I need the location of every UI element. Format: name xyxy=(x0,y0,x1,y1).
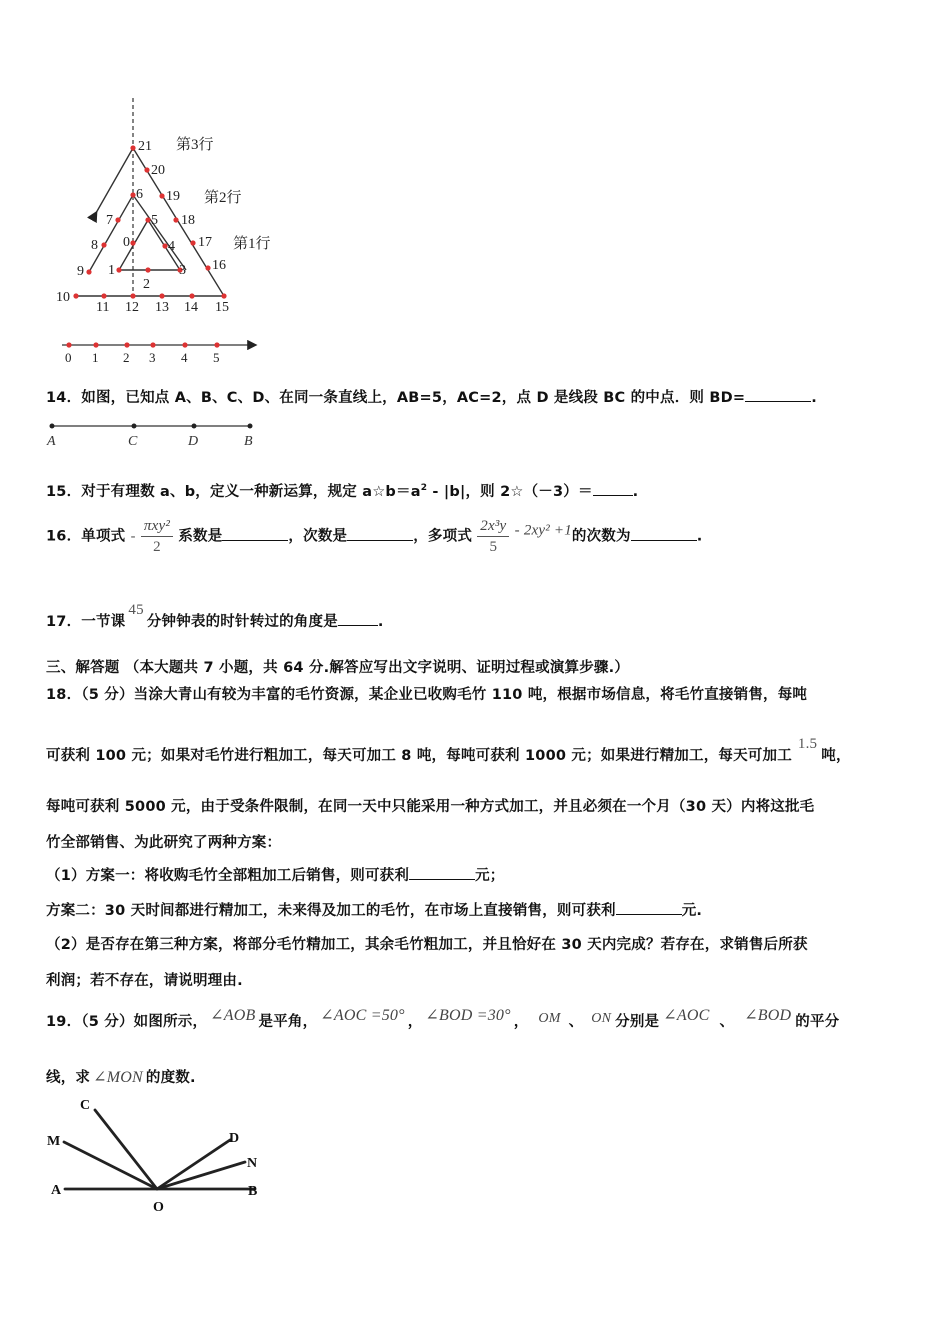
middle-triangle xyxy=(89,195,186,272)
line-segment-figure xyxy=(44,418,264,450)
axis-tick-0: 0 xyxy=(65,350,72,365)
q17-minutes: 45 xyxy=(128,602,144,618)
q17-text: 17．一节课 xyxy=(46,614,126,630)
num-20: 20 xyxy=(151,163,165,178)
num-12: 12 xyxy=(125,300,139,315)
question-14 xyxy=(46,386,817,407)
q18-line-2: 可获利 100 元；如果对毛竹进行粗加工，每天可加工 8 吨，每吨可获利 1000 元；如果进行精加工，每天可加工1.5吨， xyxy=(46,736,851,764)
label-M: M xyxy=(47,1134,61,1149)
q18-blank-1[interactable] xyxy=(409,865,475,880)
q15-text: 15．对于有理数 a、b，定义一种新运算，规定 a☆b＝a xyxy=(46,484,421,500)
angle-BOD-value: ∠BOD =30° xyxy=(425,1007,511,1024)
point-C: C xyxy=(128,434,138,449)
q18-line-3: 每吨可获利 5000 元，由于受条件限制，在同一天中只能采用一种方式加工，并且必须在一个月（30 天）内将这批毛 xyxy=(46,799,815,815)
angle-MON: ∠MON xyxy=(93,1069,143,1086)
q18-part-2a: （2）是否存在第三种方案，将部分毛竹精加工，其余毛竹粗加工，并且恰好在 30 天内完成？若存在，求销售后所获 xyxy=(46,937,808,953)
num-2: 2 xyxy=(143,277,150,292)
num-3: 3 xyxy=(179,263,186,278)
q16-text-2: ，次数是 xyxy=(288,528,348,545)
q18-part-2b: 利润；若不存在，请说明理由. xyxy=(46,973,243,989)
q18-line-4: 竹全部销售、为此研究了两种方案： xyxy=(46,835,282,851)
num-17: 17 xyxy=(198,235,212,250)
q15-end: . xyxy=(632,484,639,500)
num-7: 7 xyxy=(106,213,113,228)
row-label-2: 第2行 xyxy=(204,190,242,206)
num-18: 18 xyxy=(181,213,195,228)
row-label-1: 第1行 xyxy=(233,236,271,252)
axis-tick-3: 3 xyxy=(149,350,156,365)
axis-tick-4: 4 xyxy=(181,350,188,365)
q16-blank-1[interactable] xyxy=(222,526,288,541)
q16-monomial: $\frac{\text{πxy²}}{2}$ xyxy=(141,516,173,557)
label-B: B xyxy=(248,1184,258,1199)
q18-blank-2[interactable] xyxy=(616,900,682,915)
num-11: 11 xyxy=(96,300,110,315)
question-19: 19．（5 分）如图所示， ∠AOB 是平角， ∠AOC =50° ， ∠BOD =30° ， OM 、 ON 分别是 ∠AOC 、 ∠BOD 的平分 xyxy=(46,1007,840,1030)
angle-figure xyxy=(40,1090,280,1220)
q14-answer-blank[interactable] xyxy=(745,387,811,402)
axis-tick-1: 1 xyxy=(92,350,99,365)
angle-AOC: ∠AOC xyxy=(663,1007,710,1024)
q17-end: . xyxy=(377,614,384,630)
q16-text-1: 系数是 xyxy=(178,528,223,545)
point-B: B xyxy=(244,434,253,449)
q15-answer-blank[interactable] xyxy=(593,481,633,496)
point-A: A xyxy=(47,434,56,449)
q15-exponent: 2 xyxy=(420,483,428,494)
axis-tick-5: 5 xyxy=(213,350,220,365)
label-D: D xyxy=(229,1131,240,1146)
num-8: 8 xyxy=(91,238,98,253)
q16-blank-2[interactable] xyxy=(347,526,413,541)
q18-part-1b: 方案二：30 天时间都进行精加工，未来得及加工的毛竹，在市场上直接销售，则可获利 元. xyxy=(46,899,702,920)
num-10: 10 xyxy=(56,290,70,305)
label-N: N xyxy=(247,1156,258,1171)
num-19: 19 xyxy=(166,189,180,204)
question-17 xyxy=(46,602,384,631)
angle-BOD: ∠BOD xyxy=(744,1007,792,1024)
section-3-heading: 三、解答题 （本大题共 7 小题，共 64 分.解答应写出文字说明、证明过程或演算步骤.） xyxy=(46,660,630,676)
q18-part-1a: （1）方案一：将收购毛竹全部粗加工后销售，则可获利 元； xyxy=(46,864,505,885)
triangle-number-figure xyxy=(40,90,300,370)
q15-text-2: - |b|，则 2☆（－3）＝ xyxy=(427,484,593,500)
num-4: 4 xyxy=(168,239,175,254)
question-15 xyxy=(46,480,638,501)
num-6: 6 xyxy=(136,187,143,202)
q14-text: 14．如图，已知点 A、B、C、D、在同一条直线上，AB=5，AC=2，点 D 是线段 BC 的中点．则 BD= xyxy=(46,390,746,406)
q16-text-3: ，多项式 xyxy=(413,528,473,545)
q16-label: 16．单项式 xyxy=(46,528,126,545)
num-21: 21 xyxy=(138,139,152,154)
num-5: 5 xyxy=(151,213,158,228)
q17-answer-blank[interactable] xyxy=(338,611,378,626)
label-C: C xyxy=(80,1098,91,1113)
ray-ON: ON xyxy=(591,1011,612,1026)
q18-line-1: 18．（5 分）当涂大青山有较为丰富的毛竹资源，某企业已收购毛竹 110 吨，根据市场信息，将毛竹直接销售，每吨 xyxy=(46,687,808,703)
label-A: A xyxy=(51,1183,62,1198)
num-14: 14 xyxy=(184,300,198,315)
label-O: O xyxy=(153,1200,164,1215)
ray-OM: OM xyxy=(538,1011,561,1026)
num-13: 13 xyxy=(155,300,169,315)
axis-tick-2: 2 xyxy=(123,350,130,365)
q16-minus: - xyxy=(130,528,136,545)
q18-rate-value: 1.5 xyxy=(797,736,818,752)
angle-AOB: ∠AOB xyxy=(210,1007,256,1024)
q16-polynomial-rest: - 2xy² +1 xyxy=(514,522,572,539)
q17-text-2: 分钟钟表的时针转过的角度是 xyxy=(146,614,338,630)
q14-end: . xyxy=(811,390,817,406)
num-1: 1 xyxy=(108,263,115,278)
q19-line-2: 线，求 ∠MON 的度数. xyxy=(46,1069,196,1086)
row-label-3: 第3行 xyxy=(176,137,214,153)
num-15: 15 xyxy=(215,300,229,315)
q16-end: . xyxy=(696,528,703,545)
num-16: 16 xyxy=(212,258,226,273)
q16-blank-3[interactable] xyxy=(631,526,697,541)
angle-AOC-value: ∠AOC =50° xyxy=(320,1007,405,1024)
num-0: 0 xyxy=(123,235,130,250)
question-16 xyxy=(46,516,702,557)
q16-polynomial-fraction: $\frac{\text{2x³y}}{5}$ xyxy=(477,516,509,557)
q16-text-4: 的次数为 xyxy=(571,528,631,545)
num-9: 9 xyxy=(77,264,84,279)
point-D: D xyxy=(188,434,199,449)
